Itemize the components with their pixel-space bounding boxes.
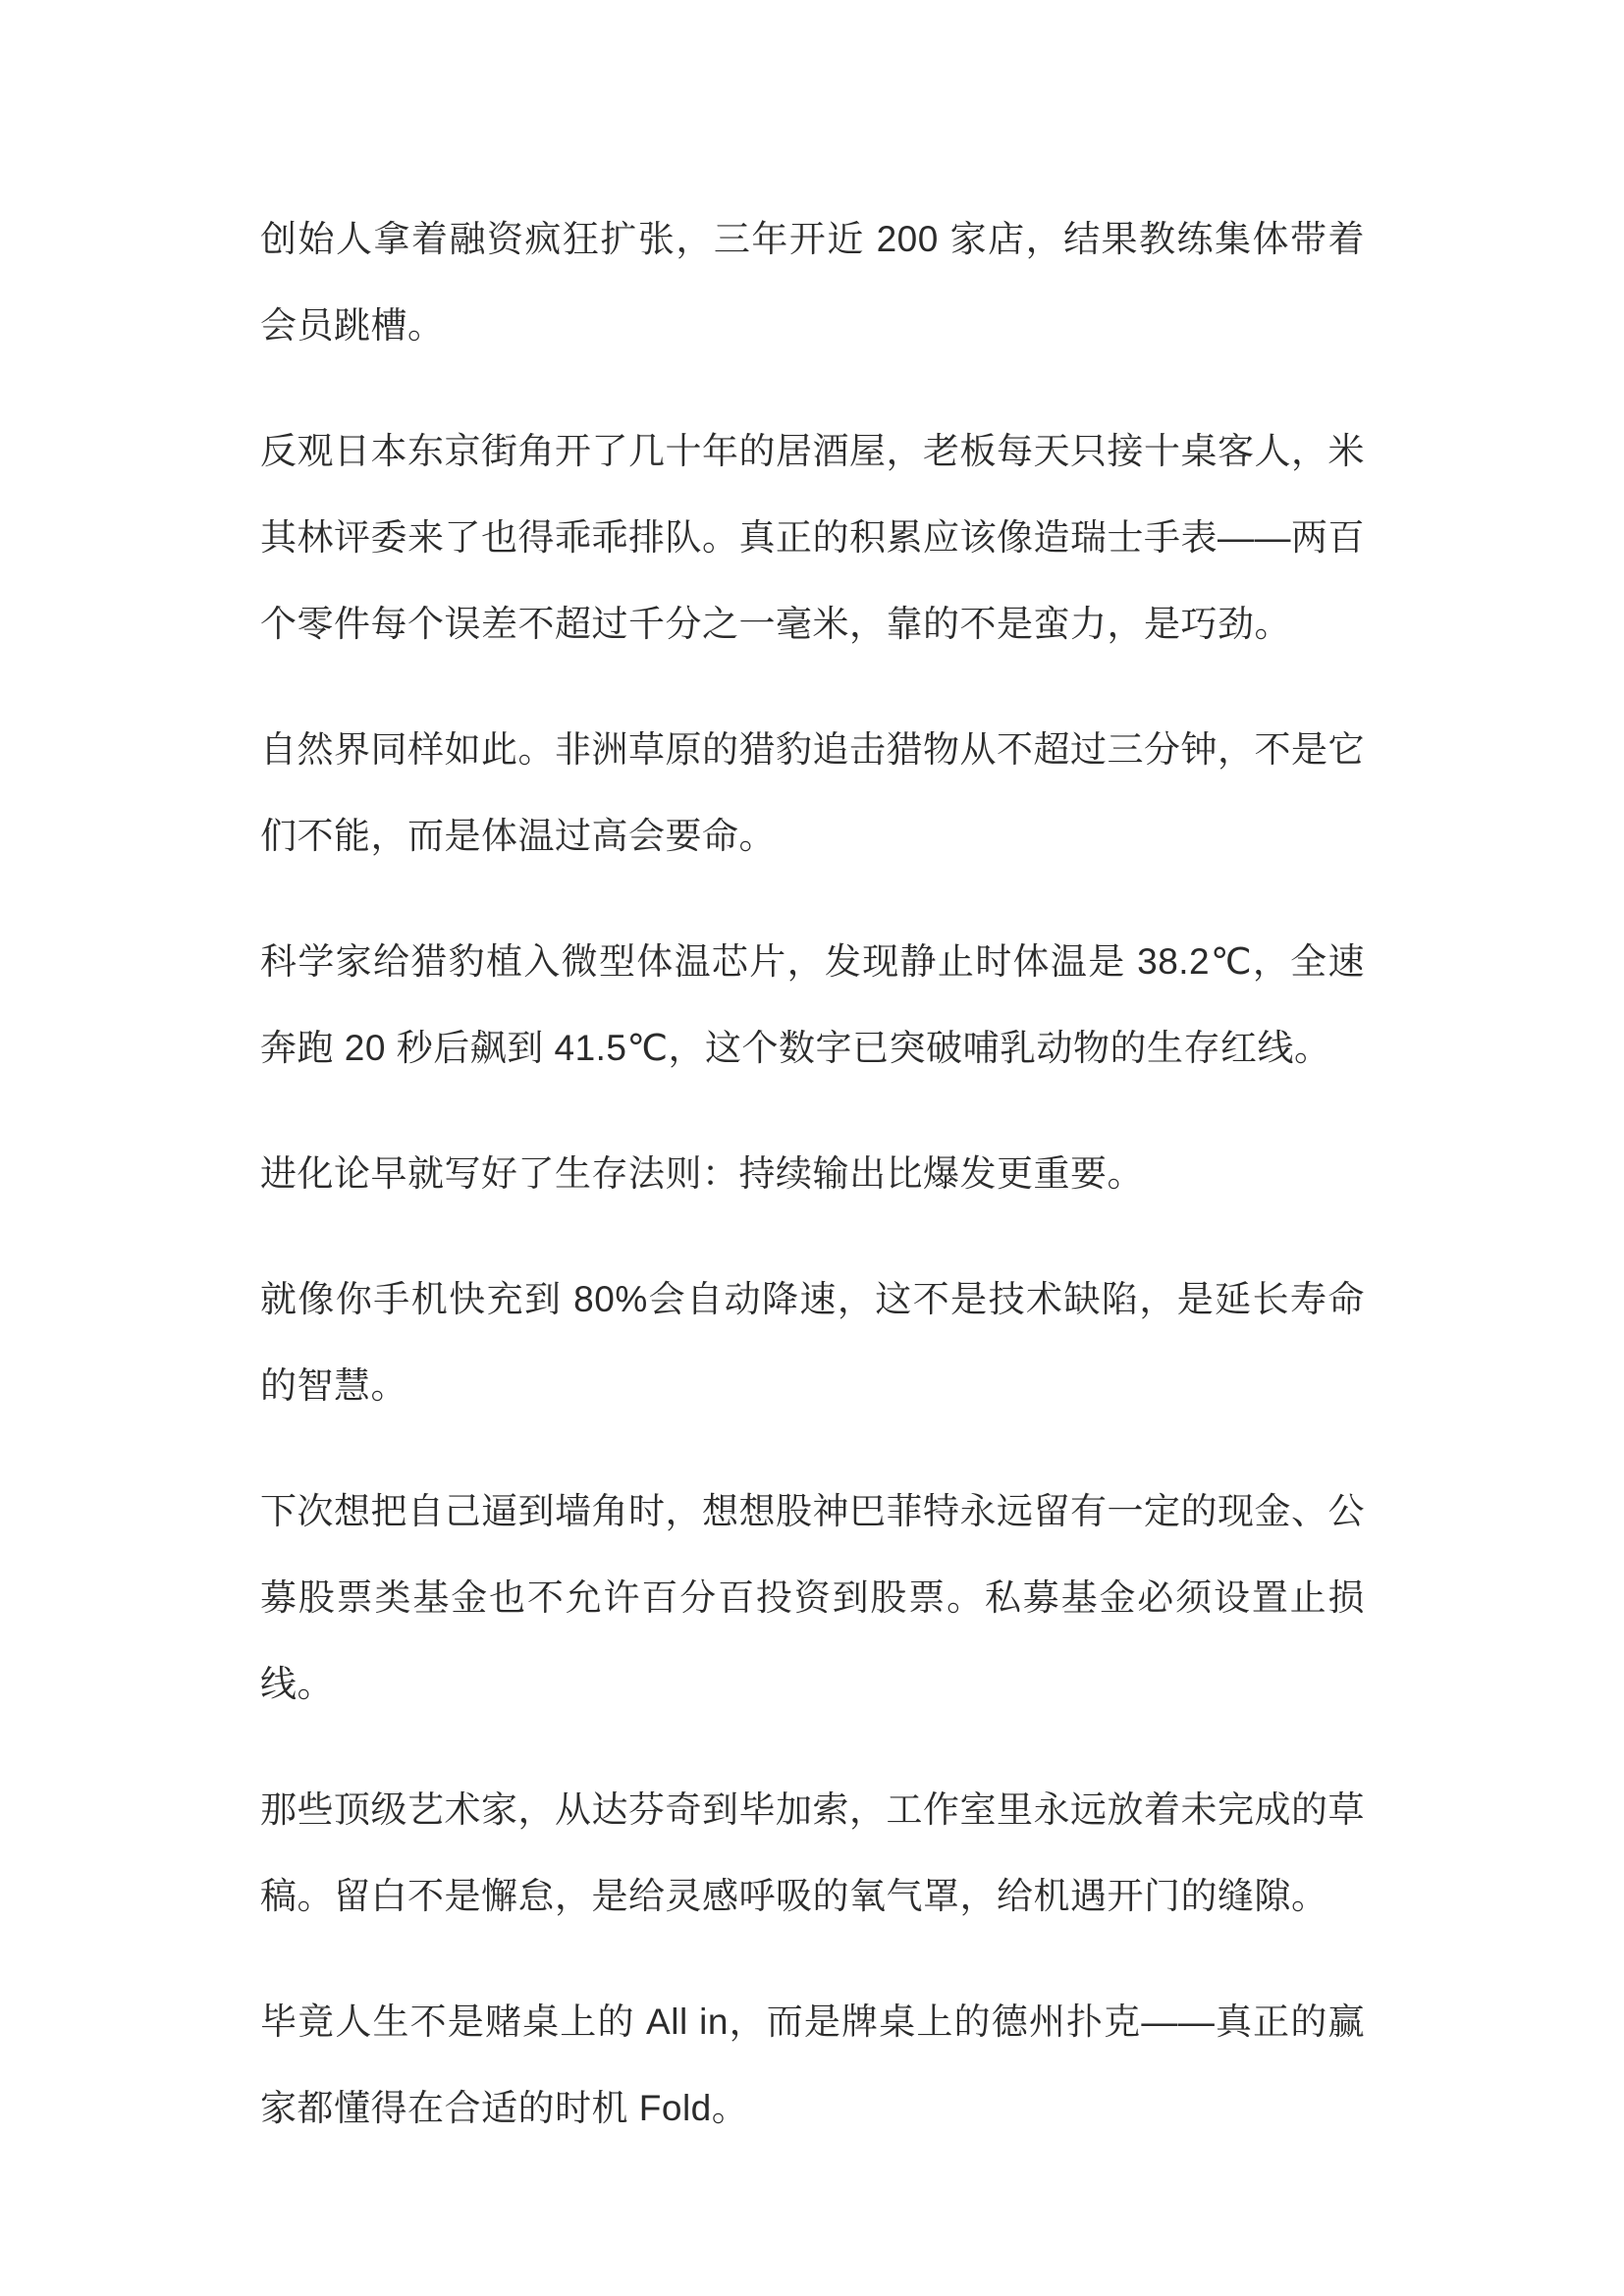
paragraph-4: 科学家给猎豹植入微型体温芯片，发现静止时体温是 38.2℃，全速奔跑 20 秒后飙到 41.5℃，这个数字已突破哺乳动物的生存红线。 — [260, 941, 1365, 1068]
paragraph-3: 自然界同样如此。非洲草原的猎豹追击猎物从不超过三分钟，不是它们不能，而是体温过高会要命。 — [260, 729, 1365, 856]
document-body — [260, 196, 1365, 2152]
paragraph-7: 下次想把自己逼到墙角时，想想股神巴菲特永远留有一定的现金、公募股票类基金也不允许百分百投资到股票。私募基金必须设置止损线。 — [260, 1491, 1365, 1704]
paragraph-9: 毕竟人生不是赌桌上的 All in，而是牌桌上的德州扑克——真正的赢家都懂得在合适的时机 Fold。 — [260, 2002, 1365, 2128]
paragraph-2: 反观日本东京街角开了几十年的居酒屋，老板每天只接十桌客人，米其林评委来了也得乖乖排队。真正的积累应该像造瑞士手表——两百个零件每个误差不超过千分之一毫米，靠的不是蛮力，是巧劲。 — [260, 431, 1365, 644]
paragraph-8: 那些顶级艺术家，从达芬奇到毕加索，工作室里永远放着未完成的草稿。留白不是懈怠，是给灵感呼吸的氧气罩，给机遇开门的缝隙。 — [260, 1789, 1365, 1916]
paragraph-5: 进化论早就写好了生存法则：持续输出比爆发更重要。 — [260, 1153, 1144, 1194]
paragraph-1: 创始人拿着融资疯狂扩张，三年开近 200 家店，结果教练集体带着会员跳槽。 — [260, 219, 1365, 346]
paragraph-6: 就像你手机快充到 80%会自动降速，这不是技术缺陷，是延长寿命的智慧。 — [260, 1279, 1365, 1406]
